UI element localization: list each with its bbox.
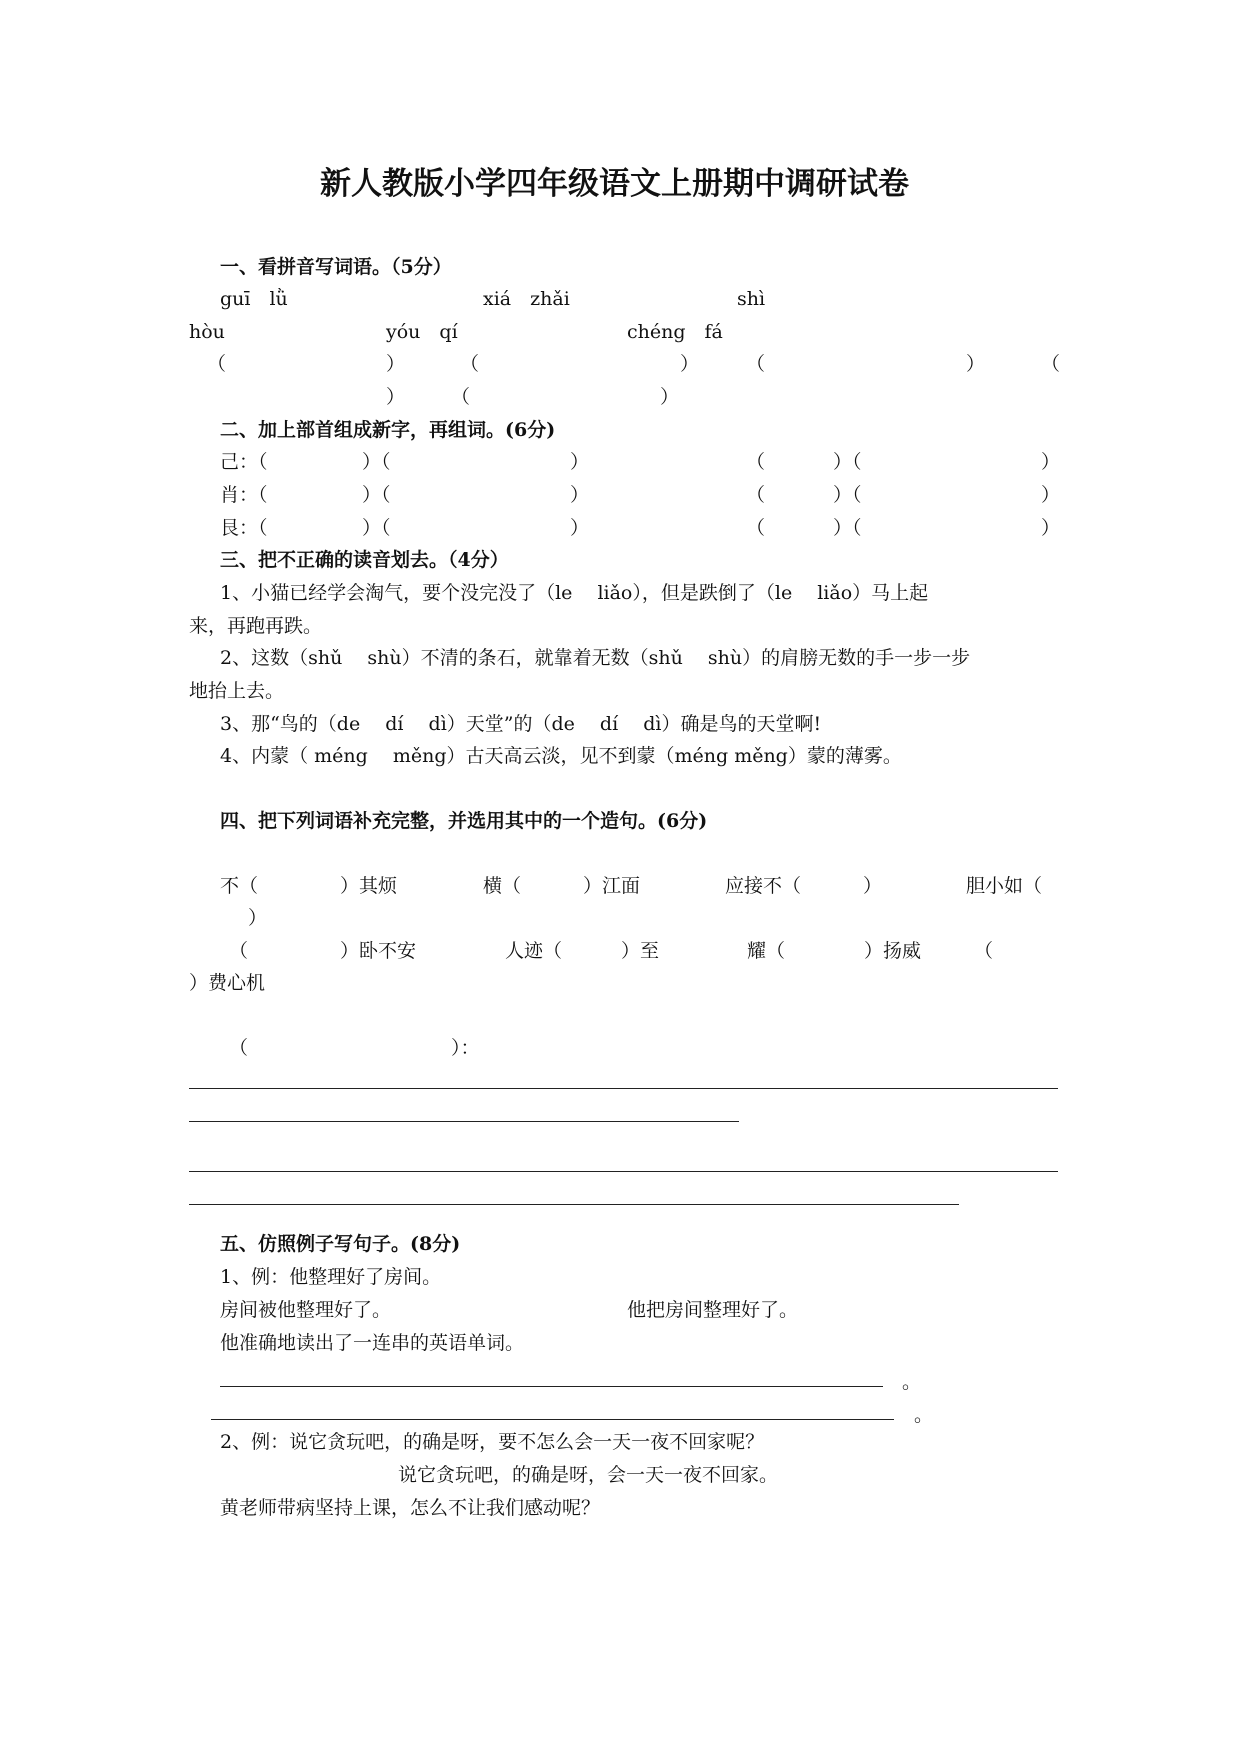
idiom-blank: ）费心机 (189, 972, 266, 994)
answer-bracket-close: ） (386, 353, 406, 375)
line-period: 。 (902, 1371, 922, 1393)
radical-row-label[interactable]: 艮：（ (220, 517, 268, 539)
answer-line[interactable] (220, 1386, 883, 1387)
answer-bracket-open[interactable]: （ (451, 386, 471, 408)
idiom-blank[interactable]: 应接不（ (725, 875, 802, 897)
sentence-idiom-bracket[interactable]: （ (229, 1037, 249, 1059)
answer-bracket-close: ） (680, 353, 700, 375)
example-text: 他把房间整理好了。 (627, 1299, 799, 1321)
answer-bracket-close: ） (660, 386, 680, 408)
answer-bracket[interactable]: （ (746, 484, 766, 506)
example-text: 房间被他整理好了。 (220, 1299, 392, 1321)
idiom-blank: ）扬威 (864, 940, 922, 962)
question-text: 来，再跑再跌。 (189, 615, 323, 637)
answer-line[interactable] (189, 1121, 739, 1122)
question-text: 地抬上去。 (189, 680, 285, 702)
answer-bracket: ） (570, 451, 590, 473)
answer-bracket-close: ） (386, 386, 406, 408)
answer-bracket[interactable]: ）（ (362, 484, 391, 506)
example-text: 1、例：他整理好了房间。 (220, 1266, 442, 1288)
idiom-blank[interactable]: 胆小如（ (966, 875, 1043, 897)
idiom-blank: ）其烦 (340, 875, 398, 897)
task-sentence: 黄老师带病坚持上课，怎么不让我们感动呢？ (220, 1497, 601, 1519)
answer-bracket-open[interactable]: （ (1041, 353, 1061, 375)
answer-bracket[interactable]: （ (746, 451, 766, 473)
idiom-blank[interactable]: 耀（ (747, 940, 786, 962)
idiom-blank: ） (248, 907, 268, 929)
idiom-blank: ） (863, 875, 883, 897)
answer-bracket-close: ） (966, 353, 986, 375)
idiom-blank: ）卧不安 (340, 940, 417, 962)
idiom-blank[interactable]: （ (974, 940, 994, 962)
question-text[interactable]: 2、这数（shǔ shù）不清的条石，就靠着无数（shǔ shù）的肩膀无数的手一步一步 (220, 647, 971, 669)
section-4-heading: 四、把下列词语补充完整，并选用其中的一个造句。(6分) (220, 810, 708, 832)
pinyin-xia-zhai: xiá zhǎi (483, 288, 570, 310)
answer-line[interactable] (211, 1419, 894, 1420)
radical-row-label[interactable]: 肖：（ (220, 484, 268, 506)
question-text[interactable]: 1、小猫已经学会淘气，要个没完没了（le liǎo），但是跌倒了（le liǎo）马上起 (220, 582, 929, 604)
line-period: 。 (914, 1404, 934, 1426)
answer-bracket[interactable]: ）（ (833, 484, 862, 506)
idiom-blank[interactable]: （ (229, 940, 249, 962)
pinyin-gui-lv: guī lǜ (220, 288, 288, 310)
answer-bracket: ） (570, 484, 590, 506)
answer-bracket-open[interactable]: （ (207, 353, 227, 375)
idiom-blank[interactable]: 横（ (483, 875, 522, 897)
answer-bracket-open[interactable]: （ (746, 353, 766, 375)
answer-line[interactable] (189, 1204, 959, 1205)
page-title: 新人教版小学四年级语文上册期中调研试卷 (320, 166, 909, 202)
pinyin-cheng-fa: chéng fá (627, 321, 723, 343)
idiom-blank[interactable]: 不（ (220, 875, 259, 897)
section-3-heading: 三、把不正确的读音划去。（4分） (220, 549, 509, 571)
section-1-heading: 一、看拼音写词语。（5分） (220, 256, 452, 278)
example-text: 说它贪玩吧，的确是呀，会一天一夜不回家。 (398, 1464, 779, 1486)
question-text[interactable]: 3、那“鸟的（de dí dì）天堂”的（de dí dì）确是鸟的天堂啊! (220, 713, 822, 735)
answer-bracket[interactable]: （ (746, 517, 766, 539)
question-text[interactable]: 4、内蒙（ méng měng）古天高云淡，见不到蒙（méng měng）蒙的薄雾。 (220, 745, 902, 767)
answer-bracket[interactable]: ）（ (362, 451, 391, 473)
answer-line[interactable] (189, 1088, 1058, 1089)
section-2-heading: 二、加上部首组成新字，再组词。(6分) (220, 419, 556, 441)
answer-line[interactable] (189, 1171, 1058, 1172)
pinyin-you-qi: yóu qí (386, 321, 458, 343)
task-sentence: 他准确地读出了一连串的英语单词。 (220, 1332, 525, 1354)
pinyin-hou: hòu (189, 321, 225, 343)
pinyin-shi: shì (737, 288, 766, 310)
section-5-heading: 五、仿照例子写句子。(8分) (220, 1233, 461, 1255)
answer-bracket[interactable]: ）（ (833, 451, 862, 473)
answer-bracket: ） (1041, 451, 1061, 473)
radical-row-label[interactable]: 己：（ (220, 451, 268, 473)
idiom-blank: ）江面 (583, 875, 641, 897)
answer-bracket-open[interactable]: （ (460, 353, 480, 375)
answer-bracket: ） (570, 517, 590, 539)
answer-bracket[interactable]: ）（ (362, 517, 391, 539)
sentence-idiom-bracket: ）： (451, 1037, 480, 1059)
idiom-blank: ）至 (621, 940, 660, 962)
example-text: 2、例：说它贪玩吧，的确是呀，要不怎么会一天一夜不回家呢？ (220, 1431, 765, 1453)
idiom-blank[interactable]: 人迹（ (505, 940, 563, 962)
answer-bracket: ） (1041, 484, 1061, 506)
answer-bracket: ） (1041, 517, 1061, 539)
answer-bracket[interactable]: ）（ (833, 517, 862, 539)
